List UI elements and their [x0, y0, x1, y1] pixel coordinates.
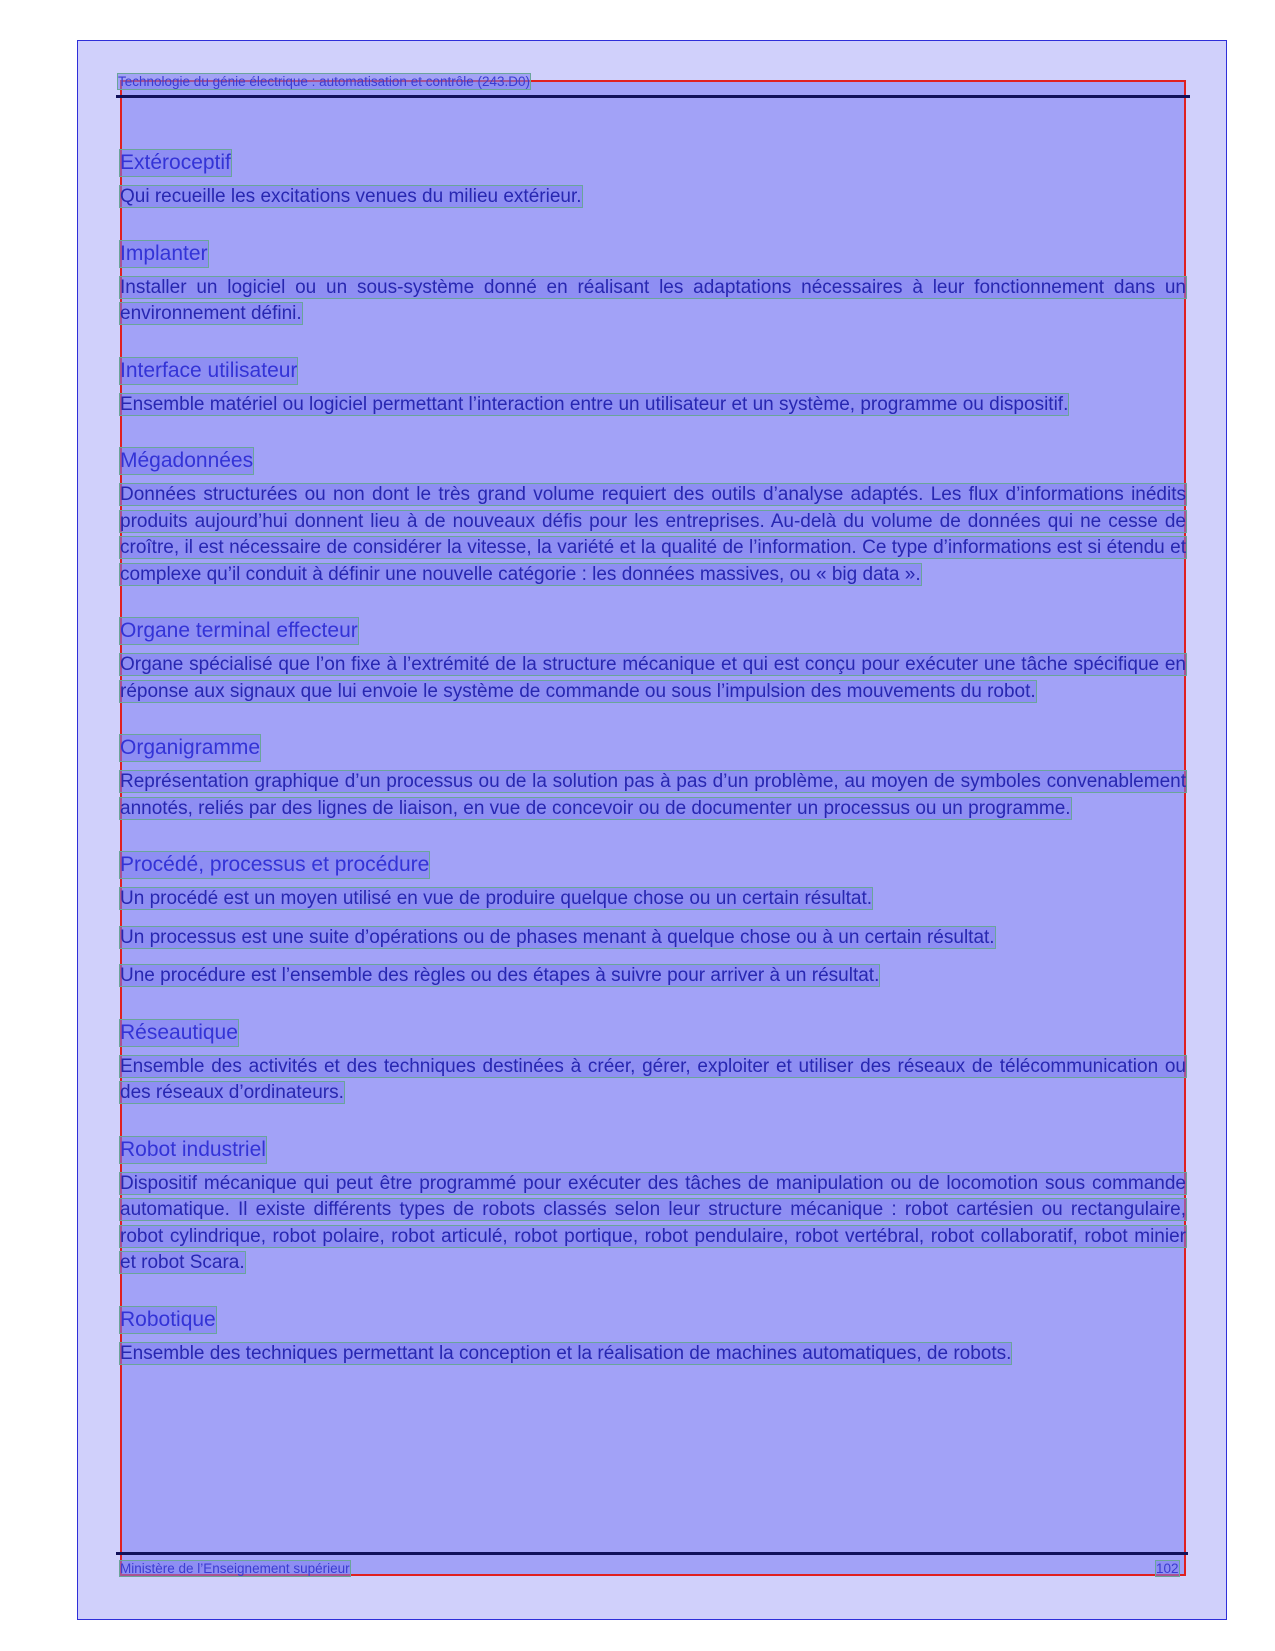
- glossary-definition: Installer un logiciel ou un sous-système donné en réalisant les adaptations nécessaires à leur fonctionnement dans un environnement défini.: [120, 276, 1186, 324]
- glossary-definition: Représentation graphique d’un processus ou de la solution pas à pas d’un problème, au moyen de symboles convenablement annotés, reliés par des lignes de liaison, en vue de concevoir ou de documenter un processus ou un programme.: [120, 771, 1186, 819]
- glossary-definition: Dispositif mécanique qui peut être programmé pour exécuter des tâches de manipulation ou de locomotion sous commande automatique. Il existe différents types de robots classés selon leur structure mécanique : robot cartésien ou rectangulaire, robot cylindrique, robot polaire, robot articulé, robot portique, robot pendulaire, robot vertébral, robot collaboratif, robot minier et robot Scara.: [120, 1172, 1186, 1273]
- glossary-definition: Ensemble des techniques permettant la conception et la réalisation de machines automatiques, de robots.: [120, 1342, 1012, 1364]
- glossary-entry: [120, 1307, 1186, 1368]
- glossary-definition: Qui recueille les excitations venues du milieu extérieur.: [120, 186, 582, 207]
- glossary-term: Réseautique: [120, 1020, 238, 1044]
- page-number: 102: [1156, 1561, 1179, 1576]
- glossary-definition: Un procédé est un moyen utilisé en vue de produire quelque chose ou un certain résultat.: [120, 888, 873, 909]
- glossary-entry: [120, 448, 1186, 588]
- glossary-term: Mégadonnées: [120, 449, 254, 472]
- glossary-term: Robotique: [120, 1307, 216, 1331]
- glossary-term: Implanter: [120, 241, 208, 265]
- header-rule: [116, 95, 1190, 98]
- glossary-term: Organigramme: [120, 736, 261, 759]
- glossary-entry: [120, 852, 1186, 990]
- glossary-definition: Ensemble des activités et des techniques destinées à créer, gérer, exploiter et utiliser des réseaux de télécommunication ou des réseaux d’ordinateurs.: [120, 1055, 1186, 1103]
- glossary-term: Extéroceptif: [120, 151, 231, 174]
- running-header: Technologie du génie électrique : automatisation et contrôle (243.D0): [118, 74, 531, 89]
- glossary-term: Organe terminal effecteur: [120, 619, 358, 642]
- glossary-definition: Données structurées ou non dont le très grand volume requiert des outils d’analyse adaptés. Les flux d’informations inédits produits aujourd’hui donnent lieu à de nouveaux défis pour les entreprises. Au-delà du volume de données qui ne cesse de croître, il est nécessaire de considérer la vitesse, la variété et la qualité de l’information. Ce type d’informations est si étendu et complexe qu’il conduit à définir une nouvelle catégorie : les données massives, ou « big data ».: [120, 484, 1186, 585]
- glossary-term: Interface utilisateur: [120, 358, 298, 382]
- glossary-term: Robot industriel: [120, 1137, 266, 1161]
- glossary-term: Procédé, processus et procédure: [120, 853, 430, 876]
- glossary-definition: Un processus est une suite d’opérations ou de phases menant à quelque chose ou à un certain résultat.: [120, 926, 995, 948]
- glossary-entry: [120, 1137, 1186, 1277]
- glossary-entry: [120, 358, 1186, 419]
- footer-rule: [116, 1552, 1188, 1555]
- glossary-entry: [120, 735, 1186, 822]
- glossary-body: [120, 150, 1186, 1397]
- glossary-definition: Ensemble matériel ou logiciel permettant l’interaction entre un utilisateur et un système, programme ou dispositif.: [120, 393, 1069, 415]
- glossary-entry: [120, 150, 1186, 211]
- glossary-definition: Une procédure est l’ensemble des règles ou des étapes à suivre pour arriver à un résultat.: [120, 965, 880, 986]
- glossary-entry: [120, 1020, 1186, 1107]
- glossary-entry: [120, 241, 1186, 328]
- glossary-entry: [120, 618, 1186, 705]
- running-footer: Ministère de l’Enseignement supérieur: [120, 1561, 350, 1576]
- glossary-definition: Organe spécialisé que l’on fixe à l’extrémité de la structure mécanique et qui est conçu pour exécuter une tâche spécifique en réponse aux signaux que lui envoie le système de commande ou sous l’impulsion des mouvements du robot.: [120, 654, 1186, 702]
